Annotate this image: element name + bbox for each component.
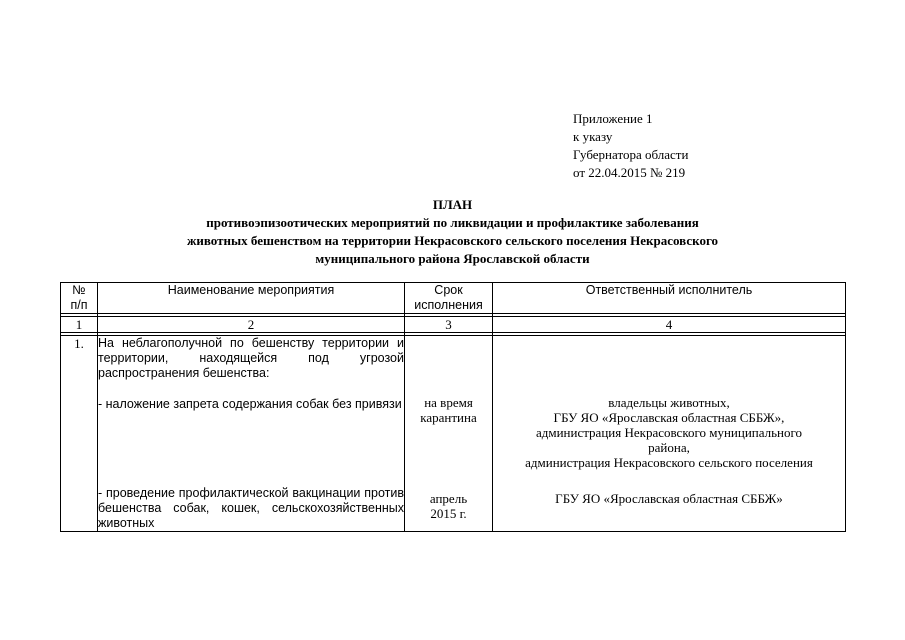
plan-subtitle-line: муниципального района Ярославской области — [315, 251, 590, 266]
plan-subtitle-line: противоэпизоотических мероприятий по ликвидации и профилактике заболевания — [206, 215, 699, 230]
column-number: 2 — [98, 317, 405, 333]
measure-item-1: - наложение запрета содержания собак без привязи — [98, 397, 402, 411]
measure-cell — [98, 336, 405, 532]
appendix-block — [573, 110, 688, 182]
table-row — [61, 336, 846, 532]
column-number-row — [61, 317, 846, 333]
plan-title: ПЛАН — [432, 197, 473, 212]
plan-subtitle-line: животных бешенством на территории Некрасовского сельского поселения Некрасовского — [186, 233, 719, 248]
measure-item-2: - проведение профилактической вакцинации против бешенства собак, кошек, сельскохозяйственных животных — [98, 486, 404, 530]
term-item-1-line: карантина — [420, 410, 477, 425]
table-header-row — [61, 283, 846, 314]
column-number: 1 — [61, 317, 98, 333]
appendix-line: к указу — [573, 129, 613, 144]
header-term: Срок исполнения — [405, 283, 493, 314]
responsible-item-1-line: администрация Некрасовского сельского поселения — [525, 455, 813, 470]
responsible-item-1-line: владельцы животных, — [608, 395, 730, 410]
measure-intro: На неблагополучной по бешенству территории и территории, находящейся под угрозой распространения бешенства: — [98, 336, 404, 380]
measures-table — [60, 282, 846, 532]
column-number: 4 — [493, 317, 846, 333]
header-name: Наименование мероприятия — [98, 283, 405, 314]
header-responsible: Ответственный исполнитель — [493, 283, 846, 314]
appendix-line: Приложение 1 — [573, 111, 653, 126]
term-item-2-line: 2015 г. — [430, 506, 467, 521]
responsible-item-1-line: ГБУ ЯО «Ярославская областная СББЖ», — [553, 410, 785, 425]
responsible-item-1-line: района, — [648, 440, 690, 455]
column-number: 3 — [405, 317, 493, 333]
term-item-2-line: апрель — [429, 491, 468, 506]
plan-subtitle — [0, 214, 905, 268]
responsible-item-2-line: ГБУ ЯО «Ярославская областная СББЖ» — [555, 491, 783, 506]
term-cell — [405, 336, 493, 532]
term-item-1-line: на время — [424, 395, 473, 410]
appendix-line: Губернатора области — [573, 147, 689, 162]
row-number: 1. — [61, 336, 98, 532]
appendix-line: от 22.04.2015 № 219 — [573, 165, 686, 180]
header-num: № п/п — [61, 283, 98, 314]
responsible-item-1-line: администрация Некрасовского муниципального — [535, 425, 803, 440]
responsible-cell — [493, 336, 846, 532]
